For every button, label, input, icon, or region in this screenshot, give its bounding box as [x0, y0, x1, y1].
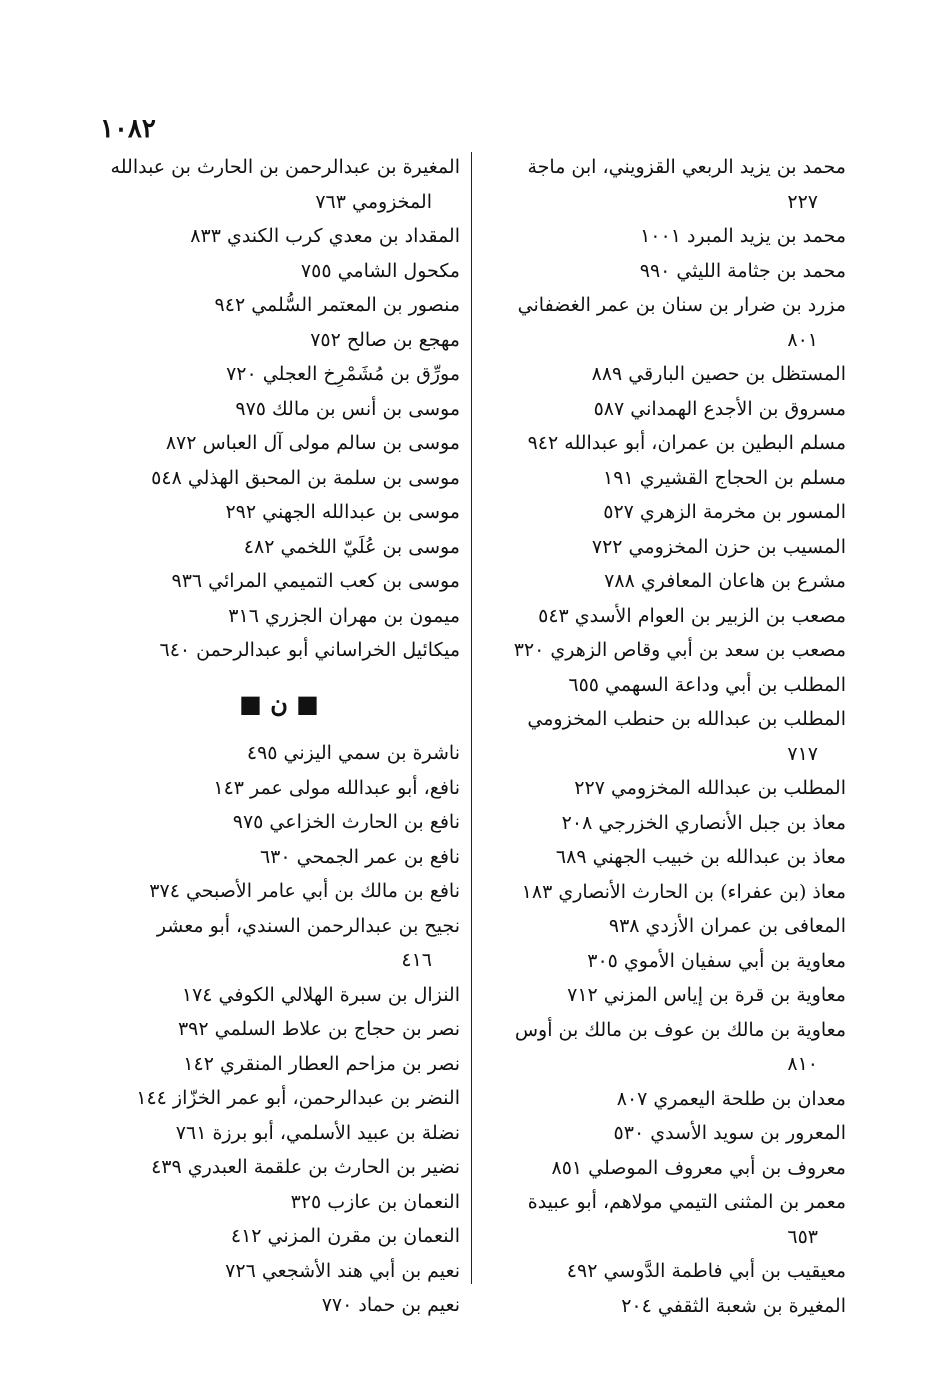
entry-text: معمر بن المثنى التيمي مولاهم، أبو عبيدة [527, 1191, 846, 1213]
index-entry [98, 1116, 460, 1151]
entry-text: المطلب بن عبدالله المخزومي ٢٢٧ [574, 777, 846, 799]
index-entry [98, 1150, 460, 1185]
entry-text: النضر بن عبدالرحمن، أبو عمر الخزّاز ١٤٤ [136, 1087, 460, 1109]
entry-text: محمد بن يزيد المبرد ١٠٠١ [640, 225, 846, 247]
index-entry [486, 461, 846, 496]
entry-text: محمد بن جثامة الليثي ٩٩٠ [639, 259, 846, 282]
entry-text: مهجع بن صالح ٧٥٢ [310, 328, 460, 351]
index-entry [98, 323, 460, 358]
entry-text: معاذ (بن عفراء) بن الحارث الأنصاري ١٨٣ [521, 880, 846, 903]
entry-continuation: ٦٥٣ [787, 1225, 818, 1248]
index-entry [486, 1116, 846, 1151]
entry-continuation: ٢٢٧ [787, 190, 818, 213]
index-entry [486, 357, 846, 392]
entry-text: المعافى بن عمران الأزدي ٩٣٨ [608, 915, 846, 937]
entry-text: معدان بن طلحة اليعمري ٨٠٧ [616, 1087, 846, 1110]
index-entry [486, 530, 846, 565]
entry-text: نصر بن مزاحم العطار المنقري ١٤٢ [183, 1052, 460, 1075]
index-entry [486, 1185, 846, 1254]
index-entry [98, 426, 460, 461]
index-entry [486, 426, 846, 461]
index-entry [486, 150, 846, 219]
entry-text: نضلة بن عبيد الأسلمي، أبو برزة ٧٦١ [175, 1121, 460, 1144]
entry-text: المطلب بن أبي وداعة السهمي ٦٥٥ [568, 673, 846, 696]
index-entry [98, 495, 460, 530]
column-divider [471, 152, 472, 1284]
entry-text: موسى بن أنس بن مالك ٩٧٥ [235, 397, 460, 420]
index-entry [98, 978, 460, 1013]
index-entry [98, 564, 460, 599]
entry-text: نافع بن عمر الجمحي ٦٣٠ [259, 845, 460, 868]
index-entry [98, 1081, 460, 1116]
index-entry [98, 219, 460, 254]
index-entry [98, 840, 460, 875]
index-entry [486, 392, 846, 427]
entry-text: منصور بن المعتمر السُّلمي ٩٤٢ [214, 294, 460, 316]
index-entry [486, 771, 846, 806]
section-heading-noon: ■ ن ■ [239, 688, 319, 718]
entry-text: مسلم البطين بن عمران، أبو عبدالله ٩٤٢ [527, 432, 846, 454]
entry-text: مورِّق بن مُشَمْرِخ العجلي ٧٢٠ [226, 363, 460, 385]
index-entry [486, 909, 846, 944]
index-entry [98, 1254, 460, 1289]
index-entry [486, 633, 846, 668]
index-entry [486, 1289, 846, 1324]
index-entry [486, 599, 846, 634]
entry-text: نضير بن الحارث بن علقمة العبدري ٤٣٩ [151, 1156, 460, 1178]
entry-text: مشرع بن هاعان المعافري ٧٨٨ [604, 570, 846, 592]
entry-text: المطلب بن عبدالله بن حنطب المخزومي [527, 708, 846, 730]
entry-text: موسى بن كعب التميمي المرائي ٩٣٦ [171, 570, 460, 592]
page-number: ١٠٨٢ [100, 114, 156, 144]
entry-text: نافع بن الحارث الخزاعي ٩٧٥ [232, 811, 460, 833]
entry-text: معاوية بن أبي سفيان الأموي ٣٠٥ [587, 949, 846, 972]
entry-text: معروف بن أبي معروف الموصلي ٨٥١ [551, 1156, 846, 1179]
index-entry [486, 1013, 846, 1082]
entry-text: معاذ بن جبل الأنصاري الخزرجي ٢٠٨ [561, 811, 846, 834]
index-entry [98, 1012, 460, 1047]
entry-text: موسى بن عُلَيّ اللخمي ٤٨٢ [243, 535, 460, 558]
entry-text: نعيم بن أبي هند الأشجعي ٧٢٦ [225, 1259, 460, 1282]
entry-text: نجيح بن عبدالرحمن السندي، أبو معشر [156, 914, 460, 937]
index-entry [98, 1219, 460, 1254]
index-entry [486, 840, 846, 875]
entry-continuation: ٨٠١ [787, 328, 818, 351]
entry-continuation: ٤١٦ [401, 949, 432, 971]
entry-text: مسلم بن الحجاج القشيري ١٩١ [603, 466, 846, 489]
entry-text: النعمان بن عازب ٣٢٥ [290, 1190, 460, 1213]
index-entry [98, 1047, 460, 1082]
index-group-noon [98, 736, 460, 1323]
entry-text: المستظل بن حصين البارقي ٨٨٩ [591, 363, 846, 385]
index-entry [486, 219, 846, 254]
entry-text: مكحول الشامي ٧٥٥ [300, 259, 460, 282]
index-entry [98, 805, 460, 840]
entry-text: مسروق بن الأجدع الهمداني ٥٨٧ [593, 397, 846, 420]
entry-text: معاذ بن عبدالله بن خبيب الجهني ٦٨٩ [555, 846, 846, 868]
index-entry [98, 461, 460, 496]
index-entry [486, 702, 846, 771]
entry-continuation: ٨١٠ [787, 1053, 818, 1075]
index-entry [486, 875, 846, 910]
entry-text: نعيم بن حماد ٧٧٠ [321, 1294, 460, 1316]
entry-text: ناشرة بن سمي اليزني ٤٩٥ [246, 742, 460, 764]
index-entry [98, 530, 460, 565]
entry-text: المسور بن مخرمة الزهري ٥٢٧ [603, 501, 846, 523]
entry-text: المغيرة بن عبدالرحمن بن الحارث بن عبدالله [110, 156, 460, 178]
entry-text: مصعب بن سعد بن أبي وقاص الزهري ٣٢٠ [513, 639, 846, 661]
entry-text: مزرد بن ضرار بن سنان بن عمر الغضفاني [517, 294, 846, 316]
entry-text: النزال بن سبرة الهلالي الكوفي ١٧٤ [181, 983, 460, 1006]
index-entry [98, 357, 460, 392]
entry-text: موسى بن سلمة بن المحبق الهذلي ٥٤٨ [151, 466, 460, 489]
index-entry [98, 288, 460, 323]
index-entry [98, 736, 460, 771]
entry-text: ميمون بن مهران الجزري ٣١٦ [228, 604, 460, 627]
index-entry [98, 1185, 460, 1220]
index-column-left [98, 150, 460, 1323]
index-entry [98, 1288, 460, 1323]
index-entry [98, 633, 460, 668]
entry-text: محمد بن يزيد الربعي القزويني، ابن ماجة [527, 156, 846, 178]
index-entry [486, 668, 846, 703]
entry-text: المسيب بن حزن المخزومي ٧٢٢ [591, 535, 846, 558]
index-entry [486, 944, 846, 979]
entry-text: موسى بن عبدالله الجهني ٢٩٢ [225, 501, 460, 523]
index-entry [98, 150, 460, 219]
entry-text: ميكائيل الخراساني أبو عبدالرحمن ٦٤٠ [159, 639, 460, 661]
entry-text: معاوية بن مالك بن عوف بن مالك بن أوس [514, 1018, 846, 1041]
entry-text: نصر بن حجاج بن علاط السلمي ٣٩٢ [177, 1018, 460, 1040]
entry-continuation: ٧١٧ [787, 742, 818, 765]
entry-text: المعرور بن سويد الأسدي ٥٣٠ [613, 1122, 846, 1144]
index-entry [98, 599, 460, 634]
entry-text: معاوية بن قرة بن إياس المزني ٧١٢ [567, 984, 846, 1006]
index-entry [98, 874, 460, 909]
entry-text: نافع، أبو عبدالله مولى عمر ١٤٣ [213, 776, 460, 799]
index-entry [486, 288, 846, 357]
index-entry [486, 1151, 846, 1186]
index-entry [486, 564, 846, 599]
entry-text: نافع بن مالك بن أبي عامر الأصبحي ٣٧٤ [149, 880, 460, 902]
index-entry [98, 254, 460, 289]
index-entry [98, 771, 460, 806]
entry-text: معيقيب بن أبي فاطمة الدَّوسي ٤٩٢ [566, 1260, 846, 1282]
index-entry [486, 254, 846, 289]
entry-text: المغيرة بن شعبة الثقفي ٢٠٤ [621, 1294, 846, 1317]
index-entry [486, 495, 846, 530]
index-entry [486, 1254, 846, 1289]
entry-text: مصعب بن الزبير بن العوام الأسدي ٥٤٣ [538, 604, 846, 627]
index-entry [98, 392, 460, 427]
index-entry [486, 978, 846, 1013]
index-group-meem-continued [98, 150, 460, 668]
entry-text: موسى بن سالم مولى آل العباس ٨٧٢ [165, 432, 460, 454]
index-column-right [486, 150, 846, 1323]
index-entry [486, 1082, 846, 1117]
entry-text: النعمان بن مقرن المزني ٤١٢ [230, 1225, 460, 1247]
entry-text: المقداد بن معدي كرب الكندي ٨٣٣ [190, 225, 460, 247]
index-entry [98, 909, 460, 978]
index-entry [486, 806, 846, 841]
entry-continuation: المخزومي ٧٦٣ [315, 190, 432, 213]
